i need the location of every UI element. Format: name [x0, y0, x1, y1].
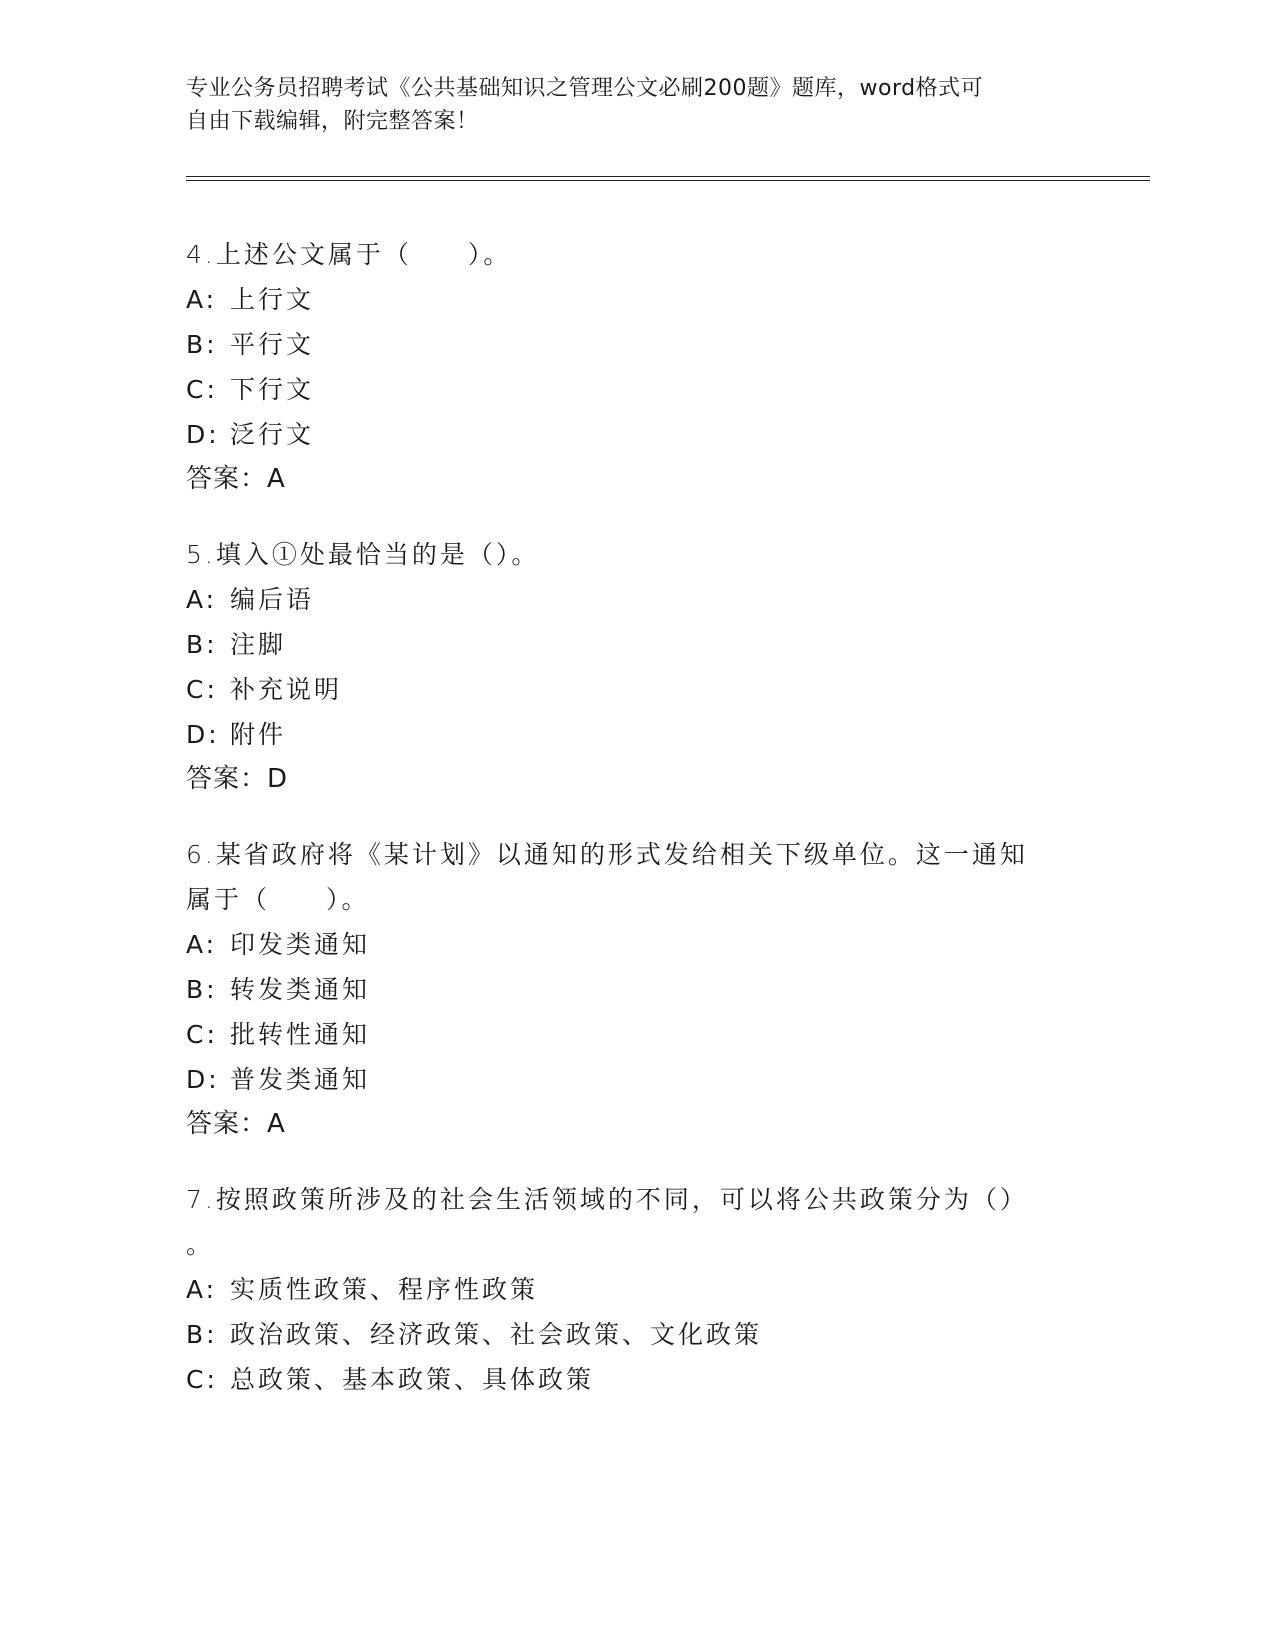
- option-b: [186, 1312, 1066, 1357]
- option-a: [186, 277, 1066, 322]
- option-key: D:: [186, 420, 220, 449]
- question-stem: 6.某省政府将《某计划》以通知的形式发给相关下级单位。这一通知: [186, 840, 1028, 869]
- option-key: C:: [186, 375, 218, 404]
- option-text: 普发类通知: [230, 1065, 371, 1094]
- question-stem: 4.上述公文属于（ ）。: [186, 240, 512, 269]
- option-text: 印发类通知: [230, 930, 371, 959]
- question-list: [186, 232, 1066, 1432]
- option-key: B:: [186, 630, 218, 659]
- option-key: A:: [186, 930, 218, 959]
- option-c: [186, 667, 1066, 712]
- header-line-2: 自由下载编辑，附完整答案！: [186, 109, 479, 134]
- option-b: [186, 322, 1066, 367]
- question-4: [186, 232, 1066, 502]
- answer-line: [186, 757, 1066, 802]
- answer-label: 答案：: [186, 764, 268, 794]
- option-c: [186, 367, 1066, 412]
- option-d: [186, 1057, 1066, 1102]
- option-d: [186, 412, 1066, 457]
- option-text: 平行文: [230, 330, 315, 359]
- option-a: [186, 577, 1066, 622]
- option-text: 批转性通知: [230, 1020, 371, 1049]
- option-key: B:: [186, 330, 218, 359]
- option-text: 转发类通知: [230, 975, 371, 1004]
- option-key: B:: [186, 1320, 218, 1349]
- option-key: C:: [186, 1365, 218, 1394]
- option-text: 附件: [230, 720, 287, 749]
- option-d: [186, 712, 1066, 757]
- option-key: C:: [186, 1020, 218, 1049]
- header-divider: [186, 176, 1150, 181]
- question-stem-continued: 。: [186, 1230, 215, 1259]
- question-7: [186, 1177, 1066, 1402]
- document-header: [186, 72, 1066, 138]
- answer-value: A: [267, 464, 286, 494]
- question-stem-continued: 属于（ ）。: [186, 885, 370, 914]
- option-text: 注脚: [230, 630, 287, 659]
- option-c: [186, 1012, 1066, 1057]
- option-text: 补充说明: [230, 675, 343, 704]
- answer-value: D: [267, 764, 289, 794]
- answer-label: 答案：: [186, 1109, 268, 1139]
- question-6: [186, 832, 1066, 1147]
- answer-label: 答案：: [186, 464, 268, 494]
- option-text: 下行文: [230, 375, 315, 404]
- option-key: D:: [186, 1065, 220, 1094]
- option-text: 实质性政策、程序性政策: [230, 1275, 539, 1304]
- option-a: [186, 922, 1066, 967]
- question-5: [186, 532, 1066, 802]
- option-key: A:: [186, 285, 218, 314]
- header-line-1: 专业公务员招聘考试《公共基础知识之管理公文必刷200题》题库，word格式可: [186, 76, 984, 101]
- option-text: 政治政策、经济政策、社会政策、文化政策: [230, 1320, 763, 1349]
- option-text: 上行文: [230, 285, 315, 314]
- option-text: 总政策、基本政策、具体政策: [230, 1365, 595, 1394]
- question-stem: 7.按照政策所涉及的社会生活领域的不同，可以将公共政策分为（）: [186, 1185, 1028, 1214]
- option-b: [186, 622, 1066, 667]
- option-text: 泛行文: [230, 420, 315, 449]
- answer-line: [186, 457, 1066, 502]
- answer-value: A: [267, 1109, 286, 1139]
- option-a: [186, 1267, 1066, 1312]
- option-key: D:: [186, 720, 220, 749]
- option-text: 编后语: [230, 585, 315, 614]
- option-key: A:: [186, 585, 218, 614]
- option-key: B:: [186, 975, 218, 1004]
- option-key: C:: [186, 675, 218, 704]
- option-key: A:: [186, 1275, 218, 1304]
- option-c: [186, 1357, 1066, 1402]
- option-b: [186, 967, 1066, 1012]
- answer-line: [186, 1102, 1066, 1147]
- question-stem: 5.填入①处最恰当的是（）。: [186, 540, 540, 569]
